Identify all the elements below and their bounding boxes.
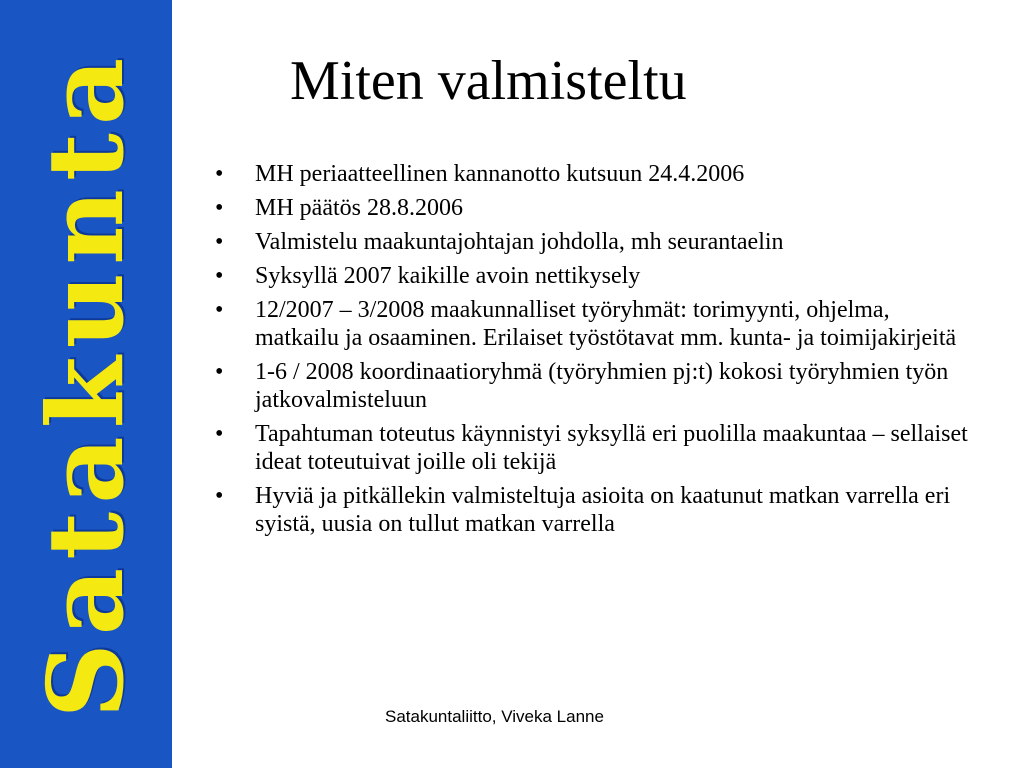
bullet-list (215, 160, 975, 544)
satakunta-logo: Satakunta (24, 49, 147, 719)
bullet-text: Hyviä ja pitkällekin valmisteltuja asioita on kaatunut matkan varrella eri syistä, uusia on tullut matkan varrella (255, 483, 951, 537)
bullet-dot: • (215, 161, 224, 187)
bullet-text: MH päätös 28.8.2006 (255, 195, 463, 221)
bullet-text: Syksyllä 2007 kaikille avoin nettikysely (255, 263, 641, 289)
bullet-item (215, 262, 975, 290)
bullet-item (215, 482, 975, 538)
side-band (0, 0, 172, 768)
slide-title: Miten valmisteltu (290, 50, 687, 112)
bullet-text: 12/2007 – 3/2008 maakunnalliset työryhmät: torimyynti, ohjelma, matkailu ja osaaminen. Erilaiset työstötavat mm. kunta- ja toimijakirjeitä (255, 297, 957, 351)
bullet-dot: • (215, 263, 224, 289)
footer-credit: Satakuntaliitto, Viveka Lanne (385, 707, 604, 726)
bullet-text: MH periaatteellinen kannanotto kutsuun 24.4.2006 (255, 161, 745, 187)
bullet-dot: • (215, 229, 224, 255)
bullet-dot: • (215, 421, 224, 447)
bullet-item (215, 228, 975, 256)
bullet-dot: • (215, 297, 224, 323)
bullet-dot: • (215, 359, 224, 385)
bullet-item (215, 420, 975, 476)
bullet-text: Tapahtuman toteutus käynnistyi syksyllä eri puolilla maakuntaa – sellaiset ideat toteutuivat joille oli tekijä (255, 421, 968, 475)
bullet-item (215, 296, 975, 352)
bullet-item (215, 358, 975, 414)
bullet-item (215, 160, 975, 188)
bullet-text: Valmistelu maakuntajohtajan johdolla, mh seurantaelin (255, 229, 784, 255)
bullet-dot: • (215, 195, 224, 221)
bullet-dot: • (215, 483, 224, 509)
bullet-item (215, 194, 975, 222)
bullet-text: 1-6 / 2008 koordinaatioryhmä (työryhmien pj:t) kokosi työryhmien työn jatkovalmisteluun (255, 359, 949, 413)
